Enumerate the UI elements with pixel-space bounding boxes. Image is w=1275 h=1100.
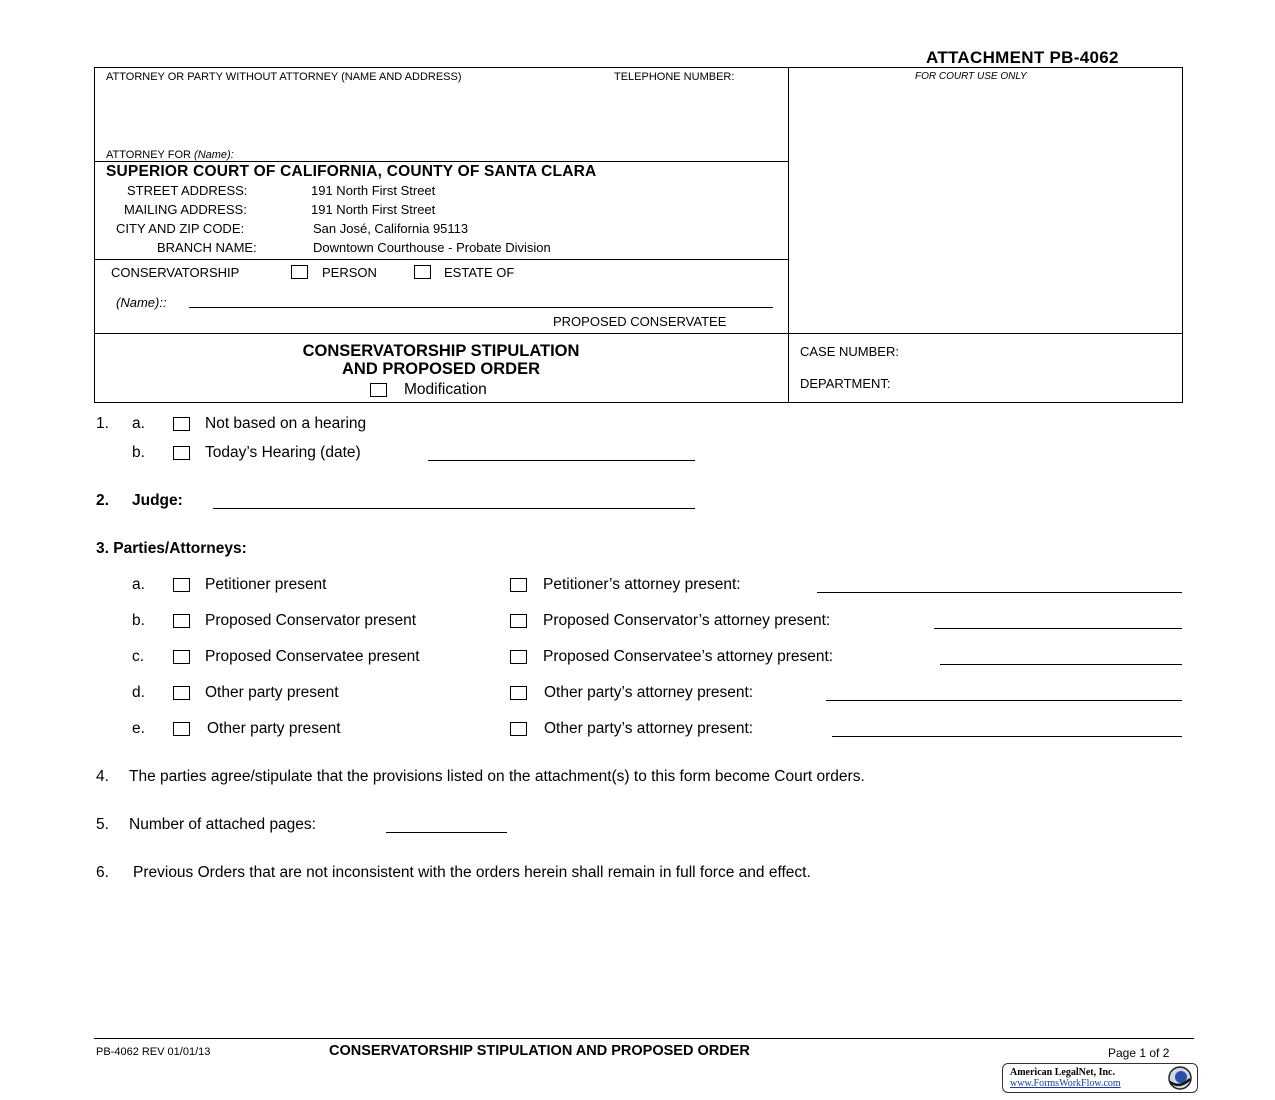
attorney-present-label: Proposed Conservatee’s attorney present:: [543, 648, 834, 665]
telephone-label: TELEPHONE NUMBER:: [614, 71, 735, 83]
caption-divider: [788, 67, 789, 403]
item1b-letter: b.: [132, 444, 145, 461]
item5-number: 5.: [96, 816, 109, 833]
item1-number: 1.: [96, 415, 109, 432]
attorney-name-field[interactable]: [940, 664, 1182, 665]
party-letter: d.: [132, 684, 145, 701]
party-present-checkbox[interactable]: [173, 686, 190, 700]
item1b-label: Today’s Hearing (date): [205, 444, 361, 461]
court-title: SUPERIOR COURT OF CALIFORNIA, COUNTY OF SANTA CLARA: [106, 163, 597, 180]
court-use-area[interactable]: [792, 88, 1178, 328]
attached-pages-field[interactable]: [386, 832, 507, 833]
attorney-present-label: Proposed Conservator’s attorney present:: [543, 612, 831, 629]
estate-of-label: ESTATE OF: [444, 265, 515, 280]
party-present-label: Petitioner present: [205, 576, 327, 593]
street-label: STREET ADDRESS:: [127, 183, 248, 198]
party-present-checkbox[interactable]: [173, 614, 190, 628]
caption-row-line-1: [94, 161, 788, 162]
item4-number: 4.: [96, 768, 109, 785]
attorney-for-text: ATTORNEY FOR: [106, 149, 191, 161]
logo-company-name: American LegalNet, Inc.: [1010, 1067, 1115, 1078]
attorney-label: ATTORNEY OR PARTY WITHOUT ATTORNEY (NAME AND ADDRESS): [106, 71, 462, 83]
attorney-present-label: Other party’s attorney present:: [544, 720, 754, 737]
attorney-present-label: Petitioner’s attorney present:: [543, 576, 741, 593]
attachment-label: ATTACHMENT PB-4062: [926, 48, 1119, 67]
attorney-name-field[interactable]: [832, 736, 1182, 737]
branch-value: Downtown Courthouse - Probate Division: [313, 240, 551, 255]
person-checkbox[interactable]: [291, 265, 308, 279]
caption-row-line-2: [94, 259, 788, 260]
attorney-present-checkbox[interactable]: [510, 722, 527, 736]
name-label: (Name)::: [116, 295, 167, 310]
parties-attorneys-heading: 3. Parties/Attorneys:: [96, 540, 247, 557]
party-present-label: Other party present: [207, 720, 341, 737]
case-number-label: CASE NUMBER:: [800, 344, 899, 359]
item4-text: The parties agree/stipulate that the provisions listed on the attachment(s) to this form become Court orders.: [129, 768, 865, 785]
court-use-label: FOR COURT USE ONLY: [915, 71, 1027, 82]
department-label: DEPARTMENT:: [800, 376, 891, 391]
attorney-present-checkbox[interactable]: [510, 650, 527, 664]
item2-number: 2.: [96, 492, 109, 509]
city-label: CITY AND ZIP CODE:: [116, 221, 245, 236]
party-letter: a.: [132, 576, 145, 593]
footer-rule: [94, 1038, 1194, 1039]
party-present-checkbox[interactable]: [173, 578, 190, 592]
party-present-checkbox[interactable]: [173, 722, 190, 736]
party-letter: b.: [132, 612, 145, 629]
attorney-name-field[interactable]: [100, 88, 780, 146]
item6-number: 6.: [96, 864, 109, 881]
judge-label: Judge:: [132, 492, 183, 509]
party-letter: c.: [132, 648, 145, 665]
hearing-date-field[interactable]: [428, 460, 695, 461]
item1a-label: Not based on a hearing: [205, 415, 367, 432]
conservatee-name-field[interactable]: [189, 307, 773, 308]
todays-hearing-checkbox[interactable]: [173, 446, 190, 460]
branch-label: BRANCH NAME:: [157, 240, 257, 255]
party-present-label: Proposed Conservatee present: [205, 648, 420, 665]
attorney-present-checkbox[interactable]: [510, 614, 527, 628]
legalnet-logo[interactable]: [1002, 1063, 1198, 1093]
person-label: PERSON: [322, 265, 377, 280]
attorney-name-field[interactable]: [817, 592, 1182, 593]
party-present-label: Proposed Conservator present: [205, 612, 417, 629]
attorney-for-name-label: (Name):: [194, 149, 234, 161]
item6-text: Previous Orders that are not inconsistent with the orders herein shall remain in full force and effect.: [133, 864, 811, 881]
footer-page: Page 1 of 2: [1108, 1046, 1170, 1060]
modification-checkbox[interactable]: [370, 383, 387, 397]
attorney-present-checkbox[interactable]: [510, 686, 527, 700]
city-value: San José, California 95113: [313, 221, 469, 236]
logo-website-link[interactable]: www.FormsWorkFlow.com: [1010, 1078, 1121, 1089]
estate-of-checkbox[interactable]: [414, 265, 431, 279]
footer-form-id: PB-4062 REV 01/01/13: [96, 1046, 211, 1058]
item1a-letter: a.: [132, 415, 145, 432]
mailing-value: 191 North First Street: [311, 202, 436, 217]
mailing-label: MAILING ADDRESS:: [124, 202, 247, 217]
caption-row-line-3: [94, 333, 1183, 334]
globe-icon: [1167, 1065, 1193, 1091]
party-letter: e.: [132, 720, 145, 737]
form-title-line2: AND PROPOSED ORDER: [341, 360, 541, 378]
attorney-name-field[interactable]: [826, 700, 1182, 701]
conservatorship-label: CONSERVATORSHIP: [111, 265, 240, 280]
not-based-on-hearing-checkbox[interactable]: [173, 417, 190, 431]
street-value: 191 North First Street: [311, 183, 436, 198]
party-present-checkbox[interactable]: [173, 650, 190, 664]
form-title-line1: CONSERVATORSHIP STIPULATION: [302, 342, 580, 360]
attorney-present-label: Other party’s attorney present:: [544, 684, 754, 701]
footer-title: CONSERVATORSHIP STIPULATION AND PROPOSED ORDER: [329, 1043, 750, 1059]
proposed-conservatee-label: PROPOSED CONSERVATEE: [553, 314, 727, 329]
party-present-label: Other party present: [205, 684, 339, 701]
judge-field[interactable]: [213, 508, 695, 509]
attorney-name-field[interactable]: [934, 628, 1182, 629]
modification-label: Modification: [404, 381, 487, 398]
attorney-for-label: [106, 149, 234, 161]
attorney-present-checkbox[interactable]: [510, 578, 527, 592]
item5-text: Number of attached pages:: [129, 816, 316, 833]
